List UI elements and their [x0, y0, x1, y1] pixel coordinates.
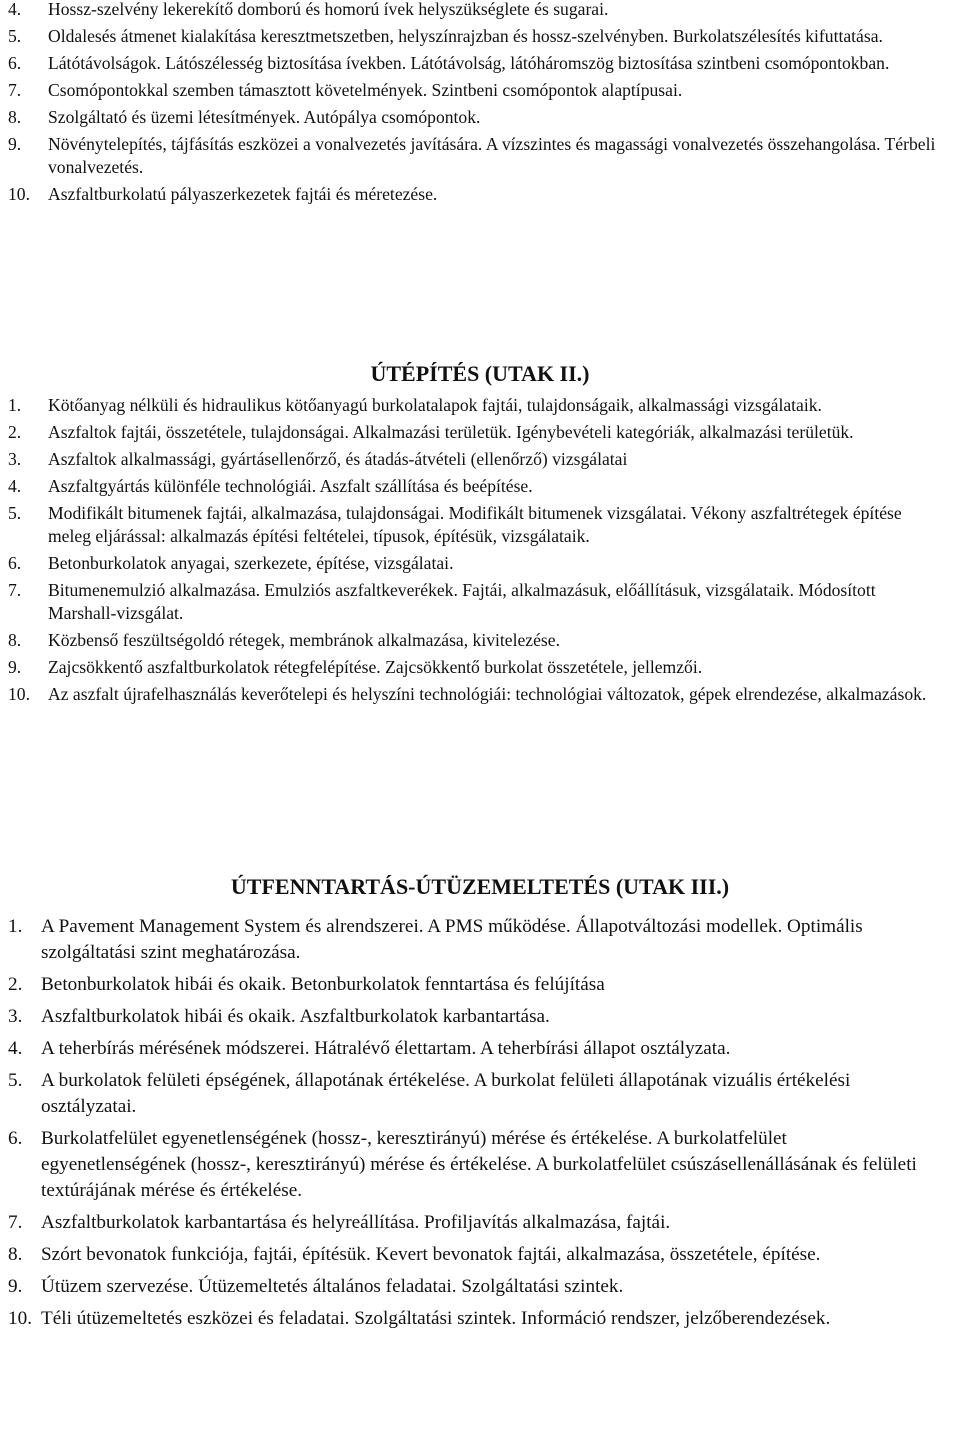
list-item [0, 0, 948, 21]
item-text: Hossz-szelvény lekerekítő domború és homorú ívek helyszükséglete és sugarai. [48, 0, 609, 19]
item-number: 8. [8, 630, 22, 650]
list-item [0, 1004, 935, 1030]
item-text: A Pavement Management System és alrendszerei. A PMS működése. Állapotváltozási modellek. Optimális szolgáltatási szint meghatározása. [41, 916, 863, 963]
item-text: Betonburkolatok hibái és okaik. Betonburkolatok fenntartása és felújítása [41, 974, 605, 995]
item-number: 8. [8, 107, 22, 127]
item-text: Szórt bevonatok funkciója, fajtái, építésük. Kevert bevonatok fajtái, alkalmazása, összetétele, építése. [41, 1244, 821, 1265]
item-number: 6. [8, 553, 22, 573]
item-text: Aszfaltgyártás különféle technológiái. Aszfalt szállítása és beépítése. [48, 476, 533, 496]
item-text: Közbenső feszültségoldó rétegek, membránok alkalmazása, kivitelezése. [48, 630, 560, 650]
item-text: Szolgáltató és üzemi létesítmények. Autópálya csomópontok. [48, 107, 481, 127]
item-number: 1. [8, 916, 23, 937]
topic-list-section1 [0, 0, 948, 210]
item-number: 6. [8, 53, 22, 73]
item-text: Az aszfalt újrafelhasználás keverőtelepi és helyszíni technológiái: technológiai változatok, gépek elrendezése, alkalmazások. [48, 684, 927, 704]
list-item [0, 25, 948, 48]
item-number: 2. [8, 422, 22, 442]
topic-list-section2 [0, 394, 948, 710]
item-text: Látótávolságok. Látószélesség biztosítása ívekben. Látótávolság, látóháromszög biztosítása szintbeni csomópontokban. [48, 53, 890, 73]
list-item [0, 394, 948, 417]
list-item [0, 52, 948, 75]
item-number: 3. [8, 449, 22, 469]
item-text: A burkolatok felületi épségének, állapotának értékelése. A burkolat felületi állapotának vizuális értékelési osztályzatai. [41, 1070, 851, 1117]
item-number: 10. [8, 184, 30, 204]
list-item [0, 629, 948, 652]
item-number: 9. [8, 1276, 23, 1297]
item-number: 4. [8, 0, 22, 19]
item-number: 6. [8, 1128, 23, 1149]
item-text: Aszfaltok fajtái, összetétele, tulajdonságai. Alkalmazási területük. Igénybevételi kategóriák, alkalmazási területük. [48, 422, 854, 442]
list-item [0, 421, 948, 444]
item-number: 9. [8, 657, 22, 677]
item-text: Modifikált bitumenek fajtái, alkalmazása, tulajdonságai. Modifikált bitumenek vizsgálatai. Vékony aszfaltrétegek építése meleg eljárással: alkalmazás építési feltételei, típusok, építésük, vizsgálataik. [48, 503, 902, 546]
list-item [0, 1306, 935, 1332]
section-heading-utak-ii: ÚTÉPÍTÉS (UTAK II.) [370, 361, 590, 386]
item-text: A teherbírás mérésének módszerei. Hátralévő élettartam. A teherbírási állapot osztályzata. [41, 1038, 731, 1059]
item-text: Aszfaltburkolatú pályaszerkezetek fajtái és méretezése. [48, 184, 438, 204]
item-number: 10. [8, 1308, 32, 1329]
item-number: 1. [8, 395, 22, 415]
item-number: 4. [8, 1038, 23, 1059]
list-item [0, 579, 948, 625]
list-item [0, 552, 948, 575]
item-text: Burkolatfelület egyenetlenségének (hossz-, keresztirányú) mérése és értékelése. A burkolatfelület egyenetlenségének (hossz-, keresztirányú) mérése és értékelése. A burkolatfelület csúszásellenállásának és felületi textúrájának mérése és értékelése. [41, 1128, 917, 1201]
list-item [0, 972, 935, 998]
item-number: 7. [8, 580, 22, 600]
list-item [0, 1210, 935, 1236]
item-number: 5. [8, 503, 22, 523]
item-text: Útüzem szervezése. Útüzemeltetés általános feladatai. Szolgáltatási szintek. [41, 1276, 624, 1297]
section-heading-utak-iii: ÚTFENNTARTÁS-ÚTÜZEMELTETÉS (UTAK III.) [230, 874, 730, 899]
item-text: Aszfaltburkolatok karbantartása és helyreállítása. Profiljavítás alkalmazása, fajtái. [41, 1212, 671, 1233]
list-item [0, 475, 948, 498]
item-number: 7. [8, 80, 22, 100]
list-item [0, 1274, 935, 1300]
item-text: Növénytelepítés, tájfásítás eszközei a vonalvezetés javítására. A vízszintes és magassági vonalvezetés összehangolása. Térbeli vonalvezetés. [48, 134, 936, 177]
item-number: 8. [8, 1244, 23, 1265]
item-text: Aszfaltburkolatok hibái és okaik. Aszfaltburkolatok karbantartása. [41, 1006, 550, 1027]
item-number: 5. [8, 26, 22, 46]
item-text: Oldalesés átmenet kialakítása keresztmetszetben, helyszínrajzban és hossz-szelvényben. Burkolatszélesítés kifuttatása. [48, 26, 883, 46]
item-text: Aszfaltok alkalmassági, gyártásellenőrző, és átadás-átvételi (ellenőrző) vizsgálatai [48, 449, 628, 469]
item-number: 5. [8, 1070, 23, 1091]
list-item [0, 1242, 935, 1268]
list-item [0, 502, 948, 548]
item-number: 7. [8, 1212, 23, 1233]
list-item [0, 914, 935, 966]
item-number: 3. [8, 1006, 23, 1027]
item-number: 10. [8, 684, 30, 704]
list-item [0, 133, 948, 179]
list-item [0, 79, 948, 102]
item-text: Csomópontokkal szemben támasztott követelmények. Szintbeni csomópontok alaptípusai. [48, 80, 683, 100]
list-item [0, 1126, 935, 1204]
list-item [0, 1036, 935, 1062]
item-number: 4. [8, 476, 22, 496]
list-item [0, 1068, 935, 1120]
list-item [0, 448, 948, 471]
list-item [0, 683, 948, 706]
item-text: Kötőanyag nélküli és hidraulikus kötőanyagú burkolatalapok fajtái, tulajdonságaik, alkalmassági vizsgálataik. [48, 395, 822, 415]
item-number: 2. [8, 974, 23, 995]
list-item [0, 106, 948, 129]
topic-list-section3 [0, 914, 935, 1338]
list-item [0, 183, 948, 206]
item-text: Zajcsökkentő aszfaltburkolatok rétegfelépítése. Zajcsökkentő burkolat összetétele, jellemzői. [48, 657, 703, 677]
item-text: Betonburkolatok anyagai, szerkezete, építése, vizsgálatai. [48, 553, 454, 573]
list-item [0, 656, 948, 679]
item-text: Téli útüzemeltetés eszközei és feladatai. Szolgáltatási szintek. Információ rendszer, jelzőberendezések. [41, 1308, 831, 1329]
item-text: Bitumenemulzió alkalmazása. Emulziós aszfaltkeverékek. Fajtái, alkalmazásuk, előállításuk, vizsgálataik. Módosított Marshall-vizsgálat. [48, 580, 876, 623]
item-number: 9. [8, 134, 22, 154]
